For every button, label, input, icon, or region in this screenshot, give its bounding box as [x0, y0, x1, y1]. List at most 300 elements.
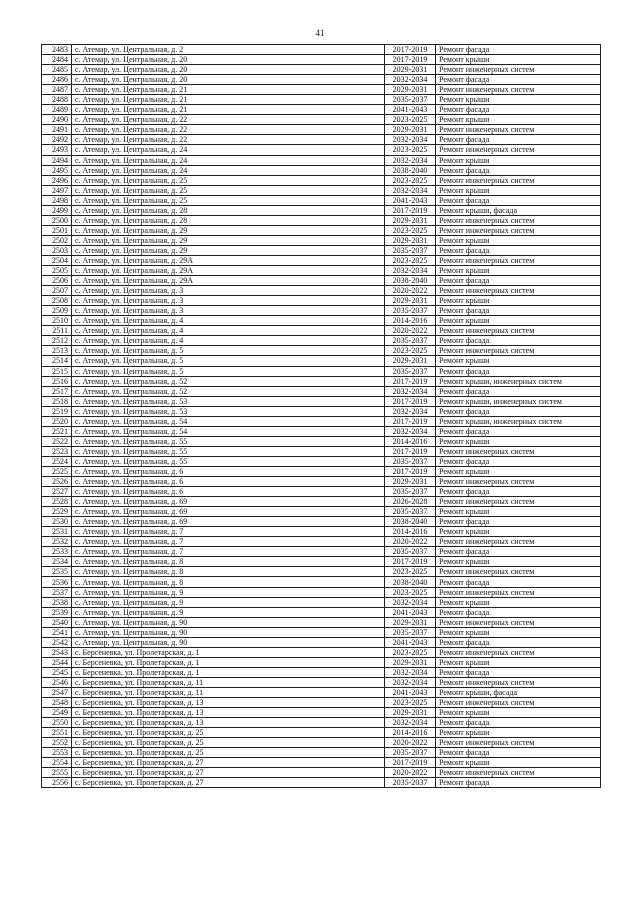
row-number: 2494: [42, 155, 72, 165]
table-row: [42, 145, 601, 155]
table-row: [42, 627, 601, 637]
table-row: [42, 165, 601, 175]
table-row: [42, 296, 601, 306]
row-address: с. Атемар, ул. Центральная, д. 21: [72, 85, 385, 95]
table-row: [42, 637, 601, 647]
row-number: 2516: [42, 376, 72, 386]
row-address: с. Атемар, ул. Центральная, д. 29А: [72, 266, 385, 276]
row-period: 2032-2034: [385, 135, 436, 145]
row-work-type: Ремонт фасада: [436, 426, 601, 436]
row-work-type: Ремонт фасада: [436, 517, 601, 527]
row-period: 2023-2025: [385, 698, 436, 708]
row-work-type: Ремонт крыши, инженерных систем: [436, 396, 601, 406]
row-work-type: Ремонт инженерных систем: [436, 225, 601, 235]
row-period: 2023-2025: [385, 115, 436, 125]
row-period: 2041-2043: [385, 607, 436, 617]
row-number: 2510: [42, 316, 72, 326]
table-row: [42, 306, 601, 316]
table-row: [42, 95, 601, 105]
row-period: 2026-2028: [385, 497, 436, 507]
row-work-type: Ремонт инженерных систем: [436, 85, 601, 95]
row-number: 2534: [42, 557, 72, 567]
row-number: 2500: [42, 215, 72, 225]
row-work-type: Ремонт крыши: [436, 296, 601, 306]
row-work-type: Ремонт инженерных систем: [436, 698, 601, 708]
row-number: 2552: [42, 738, 72, 748]
table-row: [42, 436, 601, 446]
row-work-type: Ремонт крыши: [436, 235, 601, 245]
row-work-type: Ремонт крыши, фасада: [436, 688, 601, 698]
row-period: 2035-2037: [385, 456, 436, 466]
row-number: 2483: [42, 45, 72, 55]
row-address: с. Берсеневка, ул. Пролетарская, д. 1: [72, 657, 385, 667]
table-row: [42, 657, 601, 667]
table-row: [42, 205, 601, 215]
table-row: [42, 537, 601, 547]
row-work-type: Ремонт крыши: [436, 436, 601, 446]
row-address: с. Атемар, ул. Центральная, д. 25: [72, 185, 385, 195]
table-row: [42, 396, 601, 406]
row-address: с. Атемар, ул. Центральная, д. 90: [72, 637, 385, 647]
row-address: с. Атемар, ул. Центральная, д. 55: [72, 456, 385, 466]
row-work-type: Ремонт фасада: [436, 607, 601, 617]
row-work-type: Ремонт крыши: [436, 356, 601, 366]
row-number: 2506: [42, 276, 72, 286]
row-address: с. Берсеневка, ул. Пролетарская, д. 25: [72, 748, 385, 758]
table-row: [42, 647, 601, 657]
row-work-type: Ремонт инженерных систем: [436, 738, 601, 748]
table-row: [42, 728, 601, 738]
table-row: [42, 738, 601, 748]
table-row: [42, 477, 601, 487]
row-address: с. Атемар, ул. Центральная, д. 5: [72, 356, 385, 366]
row-number: 2529: [42, 507, 72, 517]
table-row: [42, 497, 601, 507]
row-address: с. Атемар, ул. Центральная, д. 28: [72, 215, 385, 225]
row-number: 2495: [42, 165, 72, 175]
table-row: [42, 487, 601, 497]
table-row: [42, 135, 601, 145]
row-period: 2017-2019: [385, 466, 436, 476]
row-number: 2550: [42, 718, 72, 728]
row-period: 2020-2022: [385, 286, 436, 296]
row-address: с. Атемар, ул. Центральная, д. 55: [72, 436, 385, 446]
row-period: 2023-2025: [385, 346, 436, 356]
row-address: с. Атемар, ул. Центральная, д. 7: [72, 537, 385, 547]
row-number: 2543: [42, 647, 72, 657]
row-period: 2035-2037: [385, 487, 436, 497]
row-number: 2555: [42, 768, 72, 778]
row-number: 2515: [42, 366, 72, 376]
row-number: 2526: [42, 477, 72, 487]
row-number: 2549: [42, 708, 72, 718]
row-address: с. Атемар, ул. Центральная, д. 22: [72, 125, 385, 135]
row-number: 2489: [42, 105, 72, 115]
row-work-type: Ремонт фасада: [436, 45, 601, 55]
row-work-type: Ремонт фасада: [436, 667, 601, 677]
table-row: [42, 65, 601, 75]
table-row: [42, 155, 601, 165]
row-work-type: Ремонт крыши: [436, 115, 601, 125]
row-work-type: Ремонт крыши: [436, 557, 601, 567]
row-number: 2508: [42, 296, 72, 306]
row-number: 2486: [42, 75, 72, 85]
row-address: с. Атемар, ул. Центральная, д. 9: [72, 607, 385, 617]
row-number: 2497: [42, 185, 72, 195]
row-period: 2032-2034: [385, 406, 436, 416]
row-address: с. Атемар, ул. Центральная, д. 21: [72, 95, 385, 105]
row-number: 2505: [42, 266, 72, 276]
row-number: 2528: [42, 497, 72, 507]
table-row: [42, 718, 601, 728]
row-period: 2032-2034: [385, 597, 436, 607]
row-period: 2029-2031: [385, 65, 436, 75]
row-number: 2539: [42, 607, 72, 617]
row-period: 2035-2037: [385, 547, 436, 557]
row-address: с. Атемар, ул. Центральная, д. 90: [72, 627, 385, 637]
row-address: с. Атемар, ул. Центральная, д. 90: [72, 617, 385, 627]
table-row: [42, 547, 601, 557]
row-period: 2032-2034: [385, 266, 436, 276]
table-row: [42, 597, 601, 607]
row-period: 2035-2037: [385, 366, 436, 376]
row-address: с. Атемар, ул. Центральная, д. 20: [72, 75, 385, 85]
row-work-type: Ремонт фасада: [436, 577, 601, 587]
row-work-type: Ремонт крыши: [436, 316, 601, 326]
row-number: 2536: [42, 577, 72, 587]
row-number: 2540: [42, 617, 72, 627]
row-address: с. Атемар, ул. Центральная, д. 29: [72, 245, 385, 255]
table-row: [42, 758, 601, 768]
row-number: 2553: [42, 748, 72, 758]
row-period: 2023-2025: [385, 175, 436, 185]
row-period: 2035-2037: [385, 748, 436, 758]
row-work-type: Ремонт фасада: [436, 195, 601, 205]
table-row: [42, 557, 601, 567]
row-work-type: Ремонт фасада: [436, 406, 601, 416]
table-row: [42, 778, 601, 788]
table-row: [42, 617, 601, 627]
row-address: с. Атемар, ул. Центральная, д. 29: [72, 235, 385, 245]
table-row: [42, 416, 601, 426]
table-row: [42, 698, 601, 708]
row-period: 2014-2016: [385, 728, 436, 738]
row-period: 2017-2019: [385, 416, 436, 426]
table-row: [42, 85, 601, 95]
table-row: [42, 577, 601, 587]
row-work-type: Ремонт фасада: [436, 105, 601, 115]
row-number: 2513: [42, 346, 72, 356]
row-address: с. Берсеневка, ул. Пролетарская, д. 13: [72, 718, 385, 728]
row-period: 2020-2022: [385, 537, 436, 547]
table-row: [42, 446, 601, 456]
row-address: с. Атемар, ул. Центральная, д. 25: [72, 175, 385, 185]
row-address: с. Атемар, ул. Центральная, д. 8: [72, 557, 385, 567]
row-work-type: Ремонт фасада: [436, 547, 601, 557]
row-work-type: Ремонт инженерных систем: [436, 446, 601, 456]
row-work-type: Ремонт фасада: [436, 778, 601, 788]
row-number: 2509: [42, 306, 72, 316]
row-address: с. Атемар, ул. Центральная, д. 6: [72, 487, 385, 497]
row-work-type: Ремонт инженерных систем: [436, 497, 601, 507]
row-period: 2029-2031: [385, 477, 436, 487]
row-address: с. Атемар, ул. Центральная, д. 53: [72, 396, 385, 406]
row-number: 2501: [42, 225, 72, 235]
table-row: [42, 567, 601, 577]
row-period: 2035-2037: [385, 245, 436, 255]
row-address: с. Атемар, ул. Центральная, д. 20: [72, 55, 385, 65]
table-row: [42, 125, 601, 135]
table-row: [42, 276, 601, 286]
row-address: с. Атемар, ул. Центральная, д. 29А: [72, 276, 385, 286]
row-period: 2029-2031: [385, 296, 436, 306]
row-address: с. Атемар, ул. Центральная, д. 24: [72, 165, 385, 175]
row-address: с. Атемар, ул. Центральная, д. 4: [72, 316, 385, 326]
row-address: с. Атемар, ул. Центральная, д. 5: [72, 366, 385, 376]
row-address: с. Берсеневка, ул. Пролетарская, д. 13: [72, 708, 385, 718]
table-row: [42, 255, 601, 265]
table-row: [42, 587, 601, 597]
row-number: 2542: [42, 637, 72, 647]
row-period: 2014-2016: [385, 316, 436, 326]
page-number: 41: [315, 28, 325, 38]
row-work-type: Ремонт крыши: [436, 507, 601, 517]
row-number: 2537: [42, 587, 72, 597]
row-number: 2522: [42, 436, 72, 446]
table-row: [42, 286, 601, 296]
row-period: 2017-2019: [385, 758, 436, 768]
row-address: с. Атемар, ул. Центральная, д. 28: [72, 205, 385, 215]
row-work-type: Ремонт фасада: [436, 386, 601, 396]
row-period: 2017-2019: [385, 55, 436, 65]
row-address: с. Атемар, ул. Центральная, д. 6: [72, 477, 385, 487]
row-address: с. Атемар, ул. Центральная, д. 55: [72, 446, 385, 456]
row-number: 2487: [42, 85, 72, 95]
row-period: 2035-2037: [385, 507, 436, 517]
row-period: 2035-2037: [385, 95, 436, 105]
row-address: с. Атемар, ул. Центральная, д. 25: [72, 195, 385, 205]
row-work-type: Ремонт инженерных систем: [436, 326, 601, 336]
table-row: [42, 326, 601, 336]
row-period: 2014-2016: [385, 436, 436, 446]
row-period: 2041-2043: [385, 637, 436, 647]
row-work-type: Ремонт фасада: [436, 748, 601, 758]
row-period: 2032-2034: [385, 75, 436, 85]
row-address: с. Атемар, ул. Центральная, д. 21: [72, 105, 385, 115]
row-number: 2507: [42, 286, 72, 296]
row-address: с. Берсеневка, ул. Пролетарская, д. 27: [72, 768, 385, 778]
row-period: 2038-2040: [385, 577, 436, 587]
row-work-type: Ремонт фасада: [436, 276, 601, 286]
row-address: с. Атемар, ул. Центральная, д. 54: [72, 416, 385, 426]
row-address: с. Атемар, ул. Центральная, д. 7: [72, 527, 385, 537]
table-row: [42, 527, 601, 537]
row-address: с. Берсеневка, ул. Пролетарская, д. 13: [72, 698, 385, 708]
row-number: 2511: [42, 326, 72, 336]
table-row: [42, 507, 601, 517]
row-address: с. Берсеневка, ул. Пролетарская, д. 11: [72, 688, 385, 698]
table-row: [42, 768, 601, 778]
row-address: с. Атемар, ул. Центральная, д. 5: [72, 346, 385, 356]
row-period: 2038-2040: [385, 517, 436, 527]
row-address: с. Атемар, ул. Центральная, д. 9: [72, 587, 385, 597]
row-address: с. Берсеневка, ул. Пролетарская, д. 27: [72, 758, 385, 768]
row-work-type: Ремонт крыши: [436, 95, 601, 105]
row-period: 2041-2043: [385, 195, 436, 205]
row-address: с. Атемар, ул. Центральная, д. 69: [72, 497, 385, 507]
table-row: [42, 225, 601, 235]
row-work-type: Ремонт инженерных систем: [436, 65, 601, 75]
row-period: 2029-2031: [385, 657, 436, 667]
row-period: 2029-2031: [385, 356, 436, 366]
row-address: с. Атемар, ул. Центральная, д. 22: [72, 115, 385, 125]
table-row: [42, 386, 601, 396]
row-number: 2546: [42, 677, 72, 687]
row-number: 2531: [42, 527, 72, 537]
row-address: с. Атемар, ул. Центральная, д. 6: [72, 466, 385, 476]
row-work-type: Ремонт крыши, инженерных систем: [436, 416, 601, 426]
table-row: [42, 175, 601, 185]
row-work-type: Ремонт фасада: [436, 366, 601, 376]
row-work-type: Ремонт фасада: [436, 135, 601, 145]
row-address: с. Атемар, ул. Центральная, д. 20: [72, 65, 385, 75]
row-period: 2029-2031: [385, 215, 436, 225]
row-number: 2535: [42, 567, 72, 577]
row-number: 2498: [42, 195, 72, 205]
row-address: с. Атемар, ул. Центральная, д. 29А: [72, 255, 385, 265]
table-row: [42, 708, 601, 718]
table-row: [42, 215, 601, 225]
table-row: [42, 466, 601, 476]
row-work-type: Ремонт инженерных систем: [436, 617, 601, 627]
row-number: 2551: [42, 728, 72, 738]
row-work-type: Ремонт крыши, фасада: [436, 205, 601, 215]
row-period: 2017-2019: [385, 205, 436, 215]
row-period: 2029-2031: [385, 235, 436, 245]
row-work-type: Ремонт крыши: [436, 657, 601, 667]
row-period: 2017-2019: [385, 557, 436, 567]
row-work-type: Ремонт инженерных систем: [436, 175, 601, 185]
table-body: [42, 45, 601, 788]
row-number: 2544: [42, 657, 72, 667]
table-row: [42, 336, 601, 346]
row-work-type: Ремонт фасада: [436, 306, 601, 316]
row-number: 2533: [42, 547, 72, 557]
row-number: 2484: [42, 55, 72, 65]
table-row: [42, 346, 601, 356]
row-number: 2517: [42, 386, 72, 396]
row-work-type: Ремонт крыши: [436, 597, 601, 607]
table-row: [42, 376, 601, 386]
table-row: [42, 356, 601, 366]
row-address: с. Атемар, ул. Центральная, д. 22: [72, 135, 385, 145]
row-work-type: Ремонт крыши: [436, 266, 601, 276]
row-number: 2518: [42, 396, 72, 406]
table-row: [42, 688, 601, 698]
row-address: с. Берсеневка, ул. Пролетарская, д. 1: [72, 647, 385, 657]
row-period: 2023-2025: [385, 255, 436, 265]
row-work-type: Ремонт инженерных систем: [436, 125, 601, 135]
row-work-type: Ремонт инженерных систем: [436, 286, 601, 296]
row-work-type: Ремонт фасада: [436, 487, 601, 497]
row-work-type: Ремонт крыши: [436, 758, 601, 768]
row-number: 2490: [42, 115, 72, 125]
row-period: 2032-2034: [385, 386, 436, 396]
row-work-type: Ремонт крыши: [436, 728, 601, 738]
row-work-type: Ремонт инженерных систем: [436, 647, 601, 657]
row-address: с. Атемар, ул. Центральная, д. 7: [72, 547, 385, 557]
row-period: 2029-2031: [385, 617, 436, 627]
row-work-type: Ремонт фасада: [436, 637, 601, 647]
row-number: 2520: [42, 416, 72, 426]
row-period: 2032-2034: [385, 426, 436, 436]
table-row: [42, 115, 601, 125]
row-work-type: Ремонт инженерных систем: [436, 567, 601, 577]
row-work-type: Ремонт крыши: [436, 708, 601, 718]
row-address: с. Атемар, ул. Центральная, д. 4: [72, 336, 385, 346]
table-row: [42, 185, 601, 195]
row-period: 2017-2019: [385, 446, 436, 456]
row-address: с. Атемар, ул. Центральная, д. 52: [72, 386, 385, 396]
table-row: [42, 75, 601, 85]
row-work-type: Ремонт крыши: [436, 466, 601, 476]
row-number: 2525: [42, 466, 72, 476]
row-work-type: Ремонт фасада: [436, 336, 601, 346]
row-period: 2032-2034: [385, 667, 436, 677]
row-number: 2541: [42, 627, 72, 637]
row-period: 2029-2031: [385, 708, 436, 718]
row-period: 2023-2025: [385, 647, 436, 657]
row-period: 2017-2019: [385, 376, 436, 386]
row-number: 2554: [42, 758, 72, 768]
row-period: 2041-2043: [385, 688, 436, 698]
row-period: 2035-2037: [385, 336, 436, 346]
table-row: [42, 406, 601, 416]
row-address: с. Атемар, ул. Центральная, д. 24: [72, 155, 385, 165]
row-address: с. Атемар, ул. Центральная, д. 3: [72, 286, 385, 296]
row-address: с. Атемар, ул. Центральная, д. 24: [72, 145, 385, 155]
row-address: с. Берсеневка, ул. Пролетарская, д. 25: [72, 738, 385, 748]
row-work-type: Ремонт инженерных систем: [436, 537, 601, 547]
row-address: с. Атемар, ул. Центральная, д. 3: [72, 306, 385, 316]
table-row: [42, 456, 601, 466]
row-work-type: Ремонт фасада: [436, 456, 601, 466]
row-period: 2035-2037: [385, 306, 436, 316]
row-work-type: Ремонт крыши: [436, 527, 601, 537]
row-number: 2538: [42, 597, 72, 607]
row-period: 2023-2025: [385, 587, 436, 597]
row-address: с. Атемар, ул. Центральная, д. 2: [72, 45, 385, 55]
table-row: [42, 748, 601, 758]
row-number: 2496: [42, 175, 72, 185]
row-number: 2492: [42, 135, 72, 145]
row-address: с. Атемар, ул. Центральная, д. 69: [72, 507, 385, 517]
row-period: 2038-2040: [385, 165, 436, 175]
row-period: 2017-2019: [385, 45, 436, 55]
repair-schedule-table: [41, 44, 601, 788]
row-address: с. Берсеневка, ул. Пролетарская, д. 27: [72, 778, 385, 788]
row-number: 2502: [42, 235, 72, 245]
row-address: с. Атемар, ул. Центральная, д. 4: [72, 326, 385, 336]
row-address: с. Атемар, ул. Центральная, д. 9: [72, 597, 385, 607]
row-work-type: Ремонт крыши: [436, 627, 601, 637]
row-work-type: Ремонт крыши: [436, 185, 601, 195]
row-period: 2023-2025: [385, 145, 436, 155]
row-number: 2532: [42, 537, 72, 547]
row-period: 2017-2019: [385, 396, 436, 406]
row-period: 2029-2031: [385, 125, 436, 135]
table-row: [42, 677, 601, 687]
